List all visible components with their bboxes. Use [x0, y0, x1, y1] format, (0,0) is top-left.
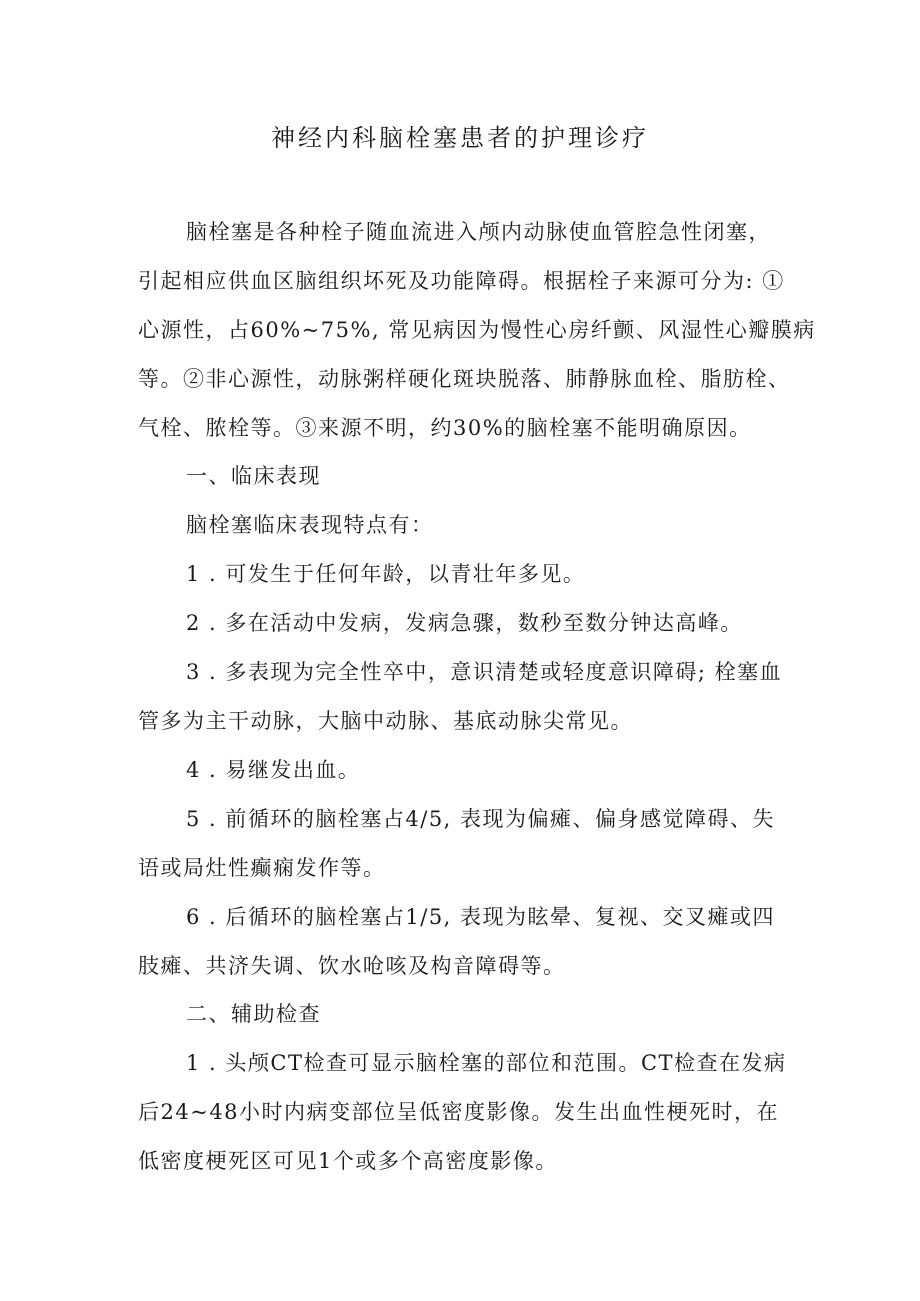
list-item-line: 1 . 头颅CT检查可显示脑栓塞的部位和范围。CT检查在发病: [186, 1051, 787, 1075]
list-item-line: 肢瘫、共济失调、饮水呛咳及构音障碍等。: [138, 954, 566, 978]
list-item-line: 管多为主干动脉，大脑中动脉、基底动脉尖常见。: [138, 709, 633, 733]
list-item-line: 低密度梗死区可见1个或多个高密度影像。: [138, 1149, 558, 1173]
list-item: [138, 599, 798, 648]
list-item-line: 语或局灶性癫痫发作等。: [138, 856, 386, 880]
list-item: [138, 893, 798, 991]
list-item-line: 2 . 多在活动中发病，发病急骤，数秒至数分钟达高峰。: [186, 611, 743, 635]
intro-line: 气栓、脓栓等。③来源不明，约30%的脑栓塞不能明确原因。: [138, 416, 752, 440]
document-title: 神经内科脑栓塞患者的护理诊疗: [271, 124, 649, 152]
intro-paragraph: [138, 208, 816, 453]
intro-line: 心源性，占60%~75%, 常见病因为慢性心房纤颤、风湿性心瓣膜病: [138, 318, 816, 342]
intro-line: 脑栓塞是各种栓子随血流进入颅内动脉使血管腔急性闭塞，: [186, 220, 771, 244]
list-item: [138, 1039, 798, 1186]
list-item-line: 1 . 可发生于任何年龄，以青壮年多见。: [186, 562, 586, 586]
list-item: [138, 746, 798, 795]
list-item-line: 4 . 易继发出血。: [186, 758, 361, 782]
list-item-line: 3 . 多表现为完全性卒中，意识清楚或轻度意识障碍; 栓塞血: [186, 660, 783, 684]
list-item: [138, 550, 798, 599]
list-item-line: 5 . 前循环的脑栓塞占4/5, 表现为偏瘫、偏身感觉障碍、失: [186, 807, 776, 831]
list-item-line: 后24~48小时内病变部位呈低密度影像。发生出血性梗死时，在: [138, 1100, 780, 1124]
section-lead: [138, 501, 798, 550]
section-heading-text: 一、临床表现: [186, 464, 321, 488]
list-item: [138, 648, 798, 746]
intro-line: 引起相应供血区脑组织坏死及功能障碍。根据栓子来源可分为: ①: [138, 269, 785, 293]
section-heading-exam: [138, 990, 798, 1039]
list-item-line: 6 . 后循环的脑栓塞占1/5, 表现为眩晕、复视、交叉瘫或四: [186, 905, 776, 929]
section-heading-clinical: [138, 452, 798, 501]
intro-line: 等。②非心源性，动脉粥样硬化斑块脱落、肺静脉血栓、脂肪栓、: [138, 367, 791, 391]
section-heading-text: 二、辅助检查: [186, 1002, 321, 1026]
section-lead-text: 脑栓塞临床表现特点有：: [186, 513, 434, 537]
list-item: [138, 795, 798, 893]
